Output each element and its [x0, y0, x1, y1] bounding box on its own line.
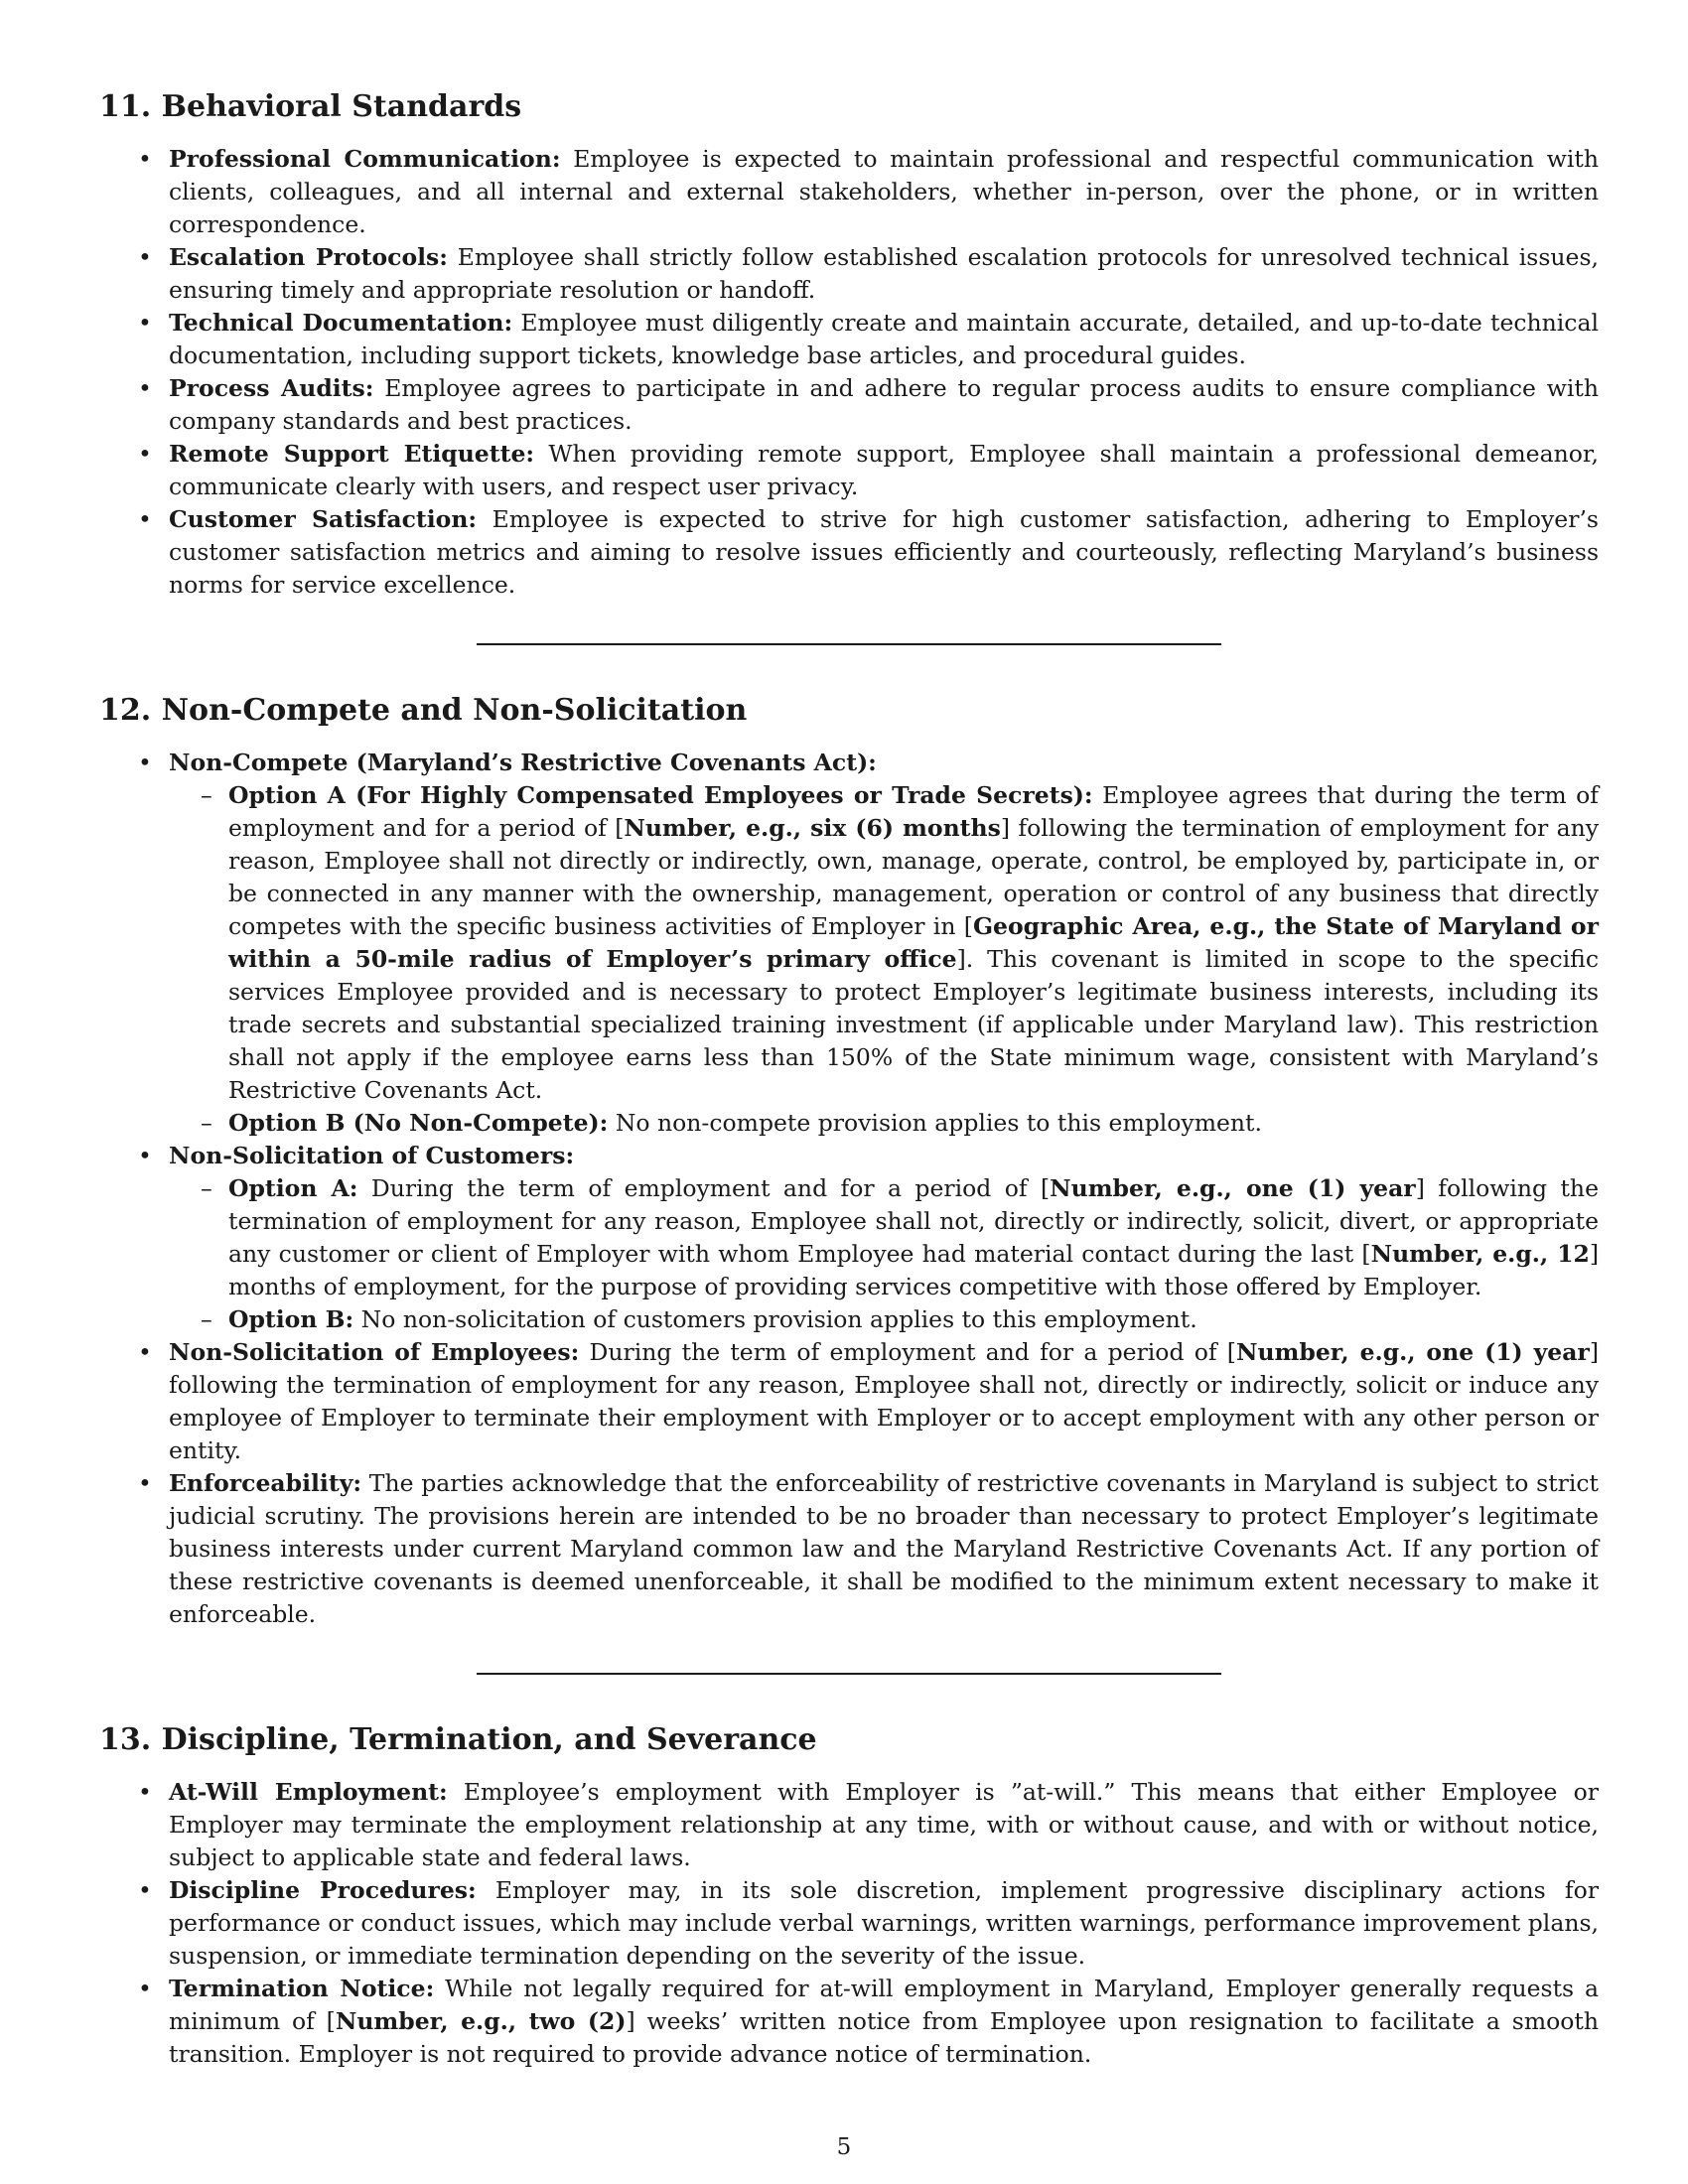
item-label: Process Audits: — [169, 374, 374, 402]
item-text: Employee must diligently create and maintain accurate, detailed, and up-to-date technical documentation, including support tickets, knowledge base articles, and procedural guides. — [169, 309, 1599, 369]
option-label: Option A: — [228, 1174, 358, 1202]
section-heading: 11. Behavioral Standards — [99, 89, 522, 124]
list-item-enforceability — [99, 1467, 1599, 1631]
list-item — [99, 307, 1599, 372]
list-item-at-will — [99, 1776, 1599, 1874]
option-label: Option A (For Highly Compensated Employees or Trade Secrets): — [228, 781, 1093, 809]
sub-item-option-b — [169, 1303, 1599, 1336]
list-item — [99, 438, 1599, 503]
sub-item-option-a — [169, 1172, 1599, 1303]
sub-item-option-b — [169, 1107, 1599, 1140]
option-text: No non-solicitation of customers provision applies to this employment. — [353, 1305, 1197, 1333]
placeholder-weeks: Number, e.g., two (2) — [335, 2007, 627, 2035]
list-item — [99, 503, 1599, 602]
page-number: 5 — [836, 2134, 852, 2160]
option-label: Option B (No Non-Compete): — [228, 1109, 609, 1137]
placeholder-term: Number, e.g., six (6) months — [624, 814, 1001, 842]
option-text: ] months of employment, for the purpose of providing services competitive with those offered by Employer. — [228, 1240, 1599, 1300]
item-text: During the term of employment and for a period of [ — [579, 1338, 1236, 1366]
list-item-non-solicitation-employees — [99, 1336, 1599, 1467]
section-heading: 12. Non-Compete and Non-Solicitation — [99, 693, 748, 728]
option-label: Option B: — [228, 1305, 354, 1333]
item-text: Employee is expected to maintain professional and respectful communication with clients, colleagues, and all internal and external stakeholders, whether in-person, over the phone, or in written correspondence. — [169, 145, 1600, 238]
section-divider — [477, 1673, 1221, 1675]
item-label: At-Will Employment: — [169, 1778, 448, 1806]
option-text: Employee agrees that during the term of employment and for a period of [ — [228, 781, 1599, 842]
item-label: Professional Communication: — [169, 145, 561, 173]
placeholder-months: Number, e.g., 12 — [1370, 1240, 1590, 1268]
list-item-non-compete — [99, 747, 1599, 1140]
section-discipline-termination — [99, 1722, 1599, 2071]
option-text: ] following the termination of employment for any reason, Employee shall not directly or indirectly, own, manage, operate, control, be employed by, participate in, or be connected in any manner with the ownership, management, operation or control of any business that directly competes with the specific business activities of Employer in [ — [228, 814, 1599, 940]
sub-list — [169, 779, 1599, 1140]
section-behavioral-standards — [99, 89, 1599, 602]
bullet-list — [99, 143, 1599, 602]
list-item-discipline — [99, 1874, 1599, 1973]
item-text: Employer may, in its sole discretion, implement progressive disciplinary actions for performance or conduct issues, which may include verbal warnings, written warnings, performance improvement plans, suspension, or immediate termination depending on the severity of the issue. — [169, 1876, 1599, 1970]
option-text: No non-compete provision applies to this employment. — [608, 1109, 1262, 1137]
option-text: ] following the termination of employment for any reason, Employee shall not, directly or indirectly, solicit, divert, or appropriate any customer or client of Employer with whom Employee had material contact during the last [ — [228, 1174, 1599, 1268]
item-text: The parties acknowledge that the enforceability of restrictive covenants in Maryland is subject to strict judicial scrutiny. The provisions herein are intended to be no broader than necessary to protect Employer’s legitimate business interests under current Maryland common law and the Maryland Restrictive Covenants Act. If any portion of these restrictive covenants is deemed unenforceable, it shall be modified to the minimum extent necessary to make it enforceable. — [169, 1469, 1599, 1628]
list-item — [99, 241, 1599, 307]
item-text: ] weeks’ written notice from Employee upon resignation to facilitate a smooth transition. Employer is not required to provide advance notice of termination. — [169, 2007, 1599, 2068]
section-divider — [477, 643, 1221, 645]
item-text: ] following the termination of employment for any reason, Employee shall not, directly or indirectly, solicit or induce any employee of Employer to terminate their employment with Employer or to accept employment with any other person or entity. — [169, 1338, 1599, 1464]
item-text: When providing remote support, Employee shall maintain a professional demeanor, communicate clearly with users, and respect user privacy. — [169, 440, 1599, 500]
item-label: Non-Solicitation of Customers: — [169, 1142, 575, 1169]
option-text: ]. This covenant is limited in scope to the specific services Employee provided and is necessary to protect Employer’s legitimate business interests, including its trade secrets and substantial specialized training investment (if applicable under Maryland law). This restriction shall not apply if the employee earns less than 150% of the State minimum wage, consistent with Maryland’s Restrictive Covenants Act. — [228, 945, 1600, 1104]
item-label: Enforceability: — [169, 1469, 362, 1497]
item-label: Customer Satisfaction: — [169, 505, 478, 533]
item-label: Remote Support Etiquette: — [169, 440, 535, 468]
list-item — [99, 372, 1599, 438]
list-item-non-solicitation-customers — [99, 1140, 1599, 1336]
list-item-termination-notice — [99, 1973, 1599, 2071]
item-label: Escalation Protocols: — [169, 243, 448, 271]
item-label: Termination Notice: — [169, 1975, 435, 2002]
section-heading: 13. Discipline, Termination, and Severance — [99, 1722, 817, 1757]
list-item — [99, 143, 1599, 241]
item-text: Employee agrees to participate in and adhere to regular process audits to ensure compliance with company standards and best practices. — [169, 374, 1599, 435]
section-non-compete — [99, 693, 1599, 1631]
option-text: During the term of employment and for a period of [ — [357, 1174, 1051, 1202]
item-label: Non-Solicitation of Employees: — [169, 1338, 580, 1366]
document-page — [99, 89, 1599, 2071]
placeholder-term: Number, e.g., one (1) year — [1235, 1338, 1590, 1366]
item-text: While not legally required for at-will employment in Maryland, Employer generally requests a minimum of [ — [169, 1975, 1599, 2035]
item-text: Employee shall strictly follow established escalation protocols for unresolved technical issues, ensuring timely and appropriate resolution or handoff. — [169, 243, 1599, 304]
placeholder-area: Geographic Area, e.g., the State of Maryland or within a 50-mile radius of Employer’s primary office — [228, 912, 1599, 973]
sub-list — [169, 1172, 1599, 1336]
item-label: Discipline Procedures: — [169, 1876, 477, 1904]
bullet-list — [99, 1776, 1599, 2071]
item-text: Employee is expected to strive for high customer satisfaction, adhering to Employer’s customer satisfaction metrics and aiming to resolve issues efficiently and courteously, reflecting Maryland’s business norms for service excellence. — [169, 505, 1599, 599]
placeholder-term: Number, e.g., one (1) year — [1050, 1174, 1416, 1202]
item-label: Technical Documentation: — [169, 309, 513, 337]
item-text: Employee’s employment with Employer is ”at-will.” This means that either Employee or Employer may terminate the employment relationship at any time, with or without cause, and with or without notice, subject to applicable state and federal laws. — [169, 1778, 1600, 1871]
sub-item-option-a — [169, 779, 1599, 1107]
item-label: Non-Compete (Maryland’s Restrictive Covenants Act): — [169, 749, 877, 776]
bullet-list — [99, 747, 1599, 1631]
